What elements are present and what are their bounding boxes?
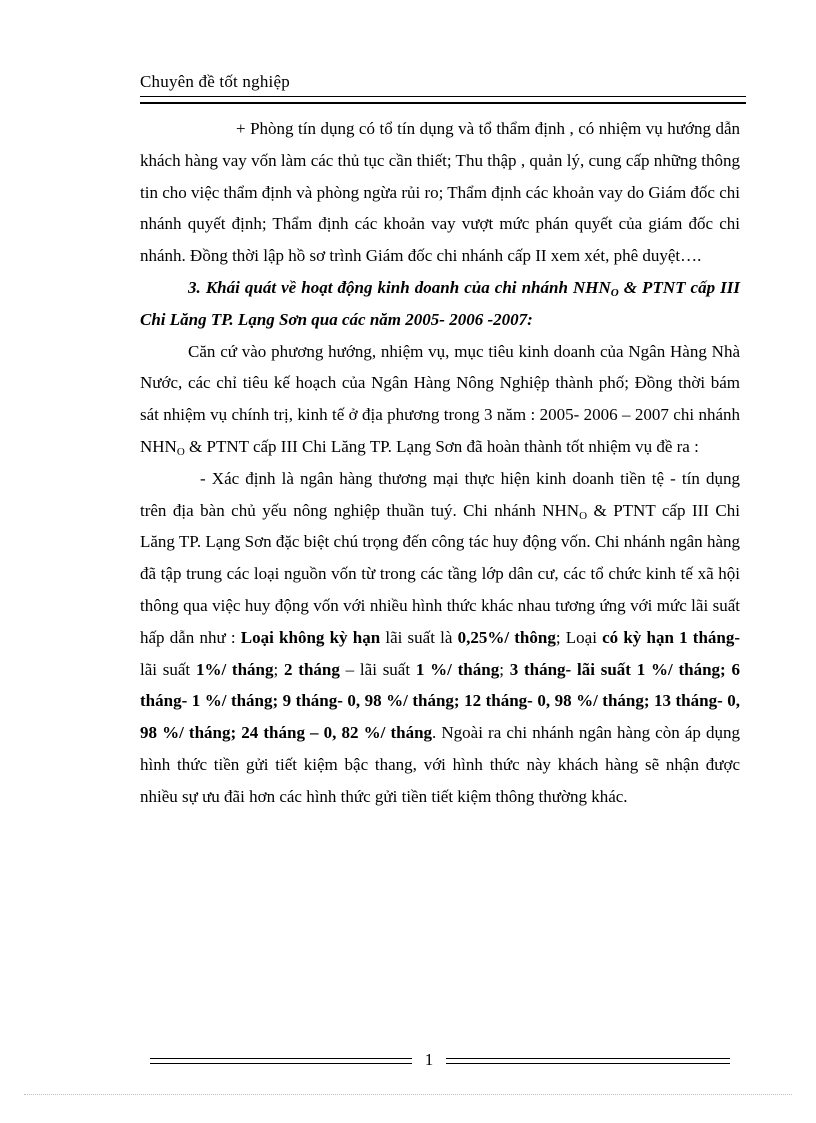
rates-text-8: ; (499, 659, 510, 679)
rates-subscript: O (579, 509, 588, 522)
rates-bold-4: 1%/ tháng (195, 659, 274, 679)
paragraph-overview (140, 336, 740, 463)
footer-rule-left (150, 1058, 412, 1064)
rates-text-7: – lãi suất (339, 659, 416, 679)
rates-text-5: lãi suất (140, 659, 196, 679)
overview-subscript: O (176, 445, 185, 458)
heading-text-2: & PTNT cấp III Chi Lăng TP. Lạng Sơn qua các năm 2005- 2006 -2007: (140, 277, 741, 329)
heading-text-1: 3. Khái quát về hoạt động kinh doanh của chi nhánh NHN (188, 277, 611, 297)
heading-subscript: O (610, 286, 619, 299)
paragraph-loan-department: + Phòng tín dụng có tổ tín dụng và tổ thẩm định , có nhiệm vụ hướng dẫn khách hàng vay vốn làm các thủ tục cần thiết; Thu thập , quản lý, cung cấp những thông tin cho việc thẩm định và phòng ngừa rủi ro; Thẩm định các khoản vay do Giám đốc chi nhánh quyết định; Thẩm định các khoản vay vượt mức phán quyết của giám đốc chi nhánh. Đồng thời lập hồ sơ trình Giám đốc chi nhánh cấp II xem xét, phê duyệt…. (140, 119, 740, 266)
rates-text-3: lãi suất là (380, 627, 458, 647)
header-rule (140, 96, 746, 104)
rates-bold-1: Loại không kỳ hạn (240, 627, 381, 647)
body-text (140, 113, 740, 813)
rates-text-1: - Xác định là ngân hàng thương mại thực hiện kinh doanh tiền tệ - tín dụng trên địa bàn chủ yếu nông nghiệp thuần tuý. Chi nhánh NHN (140, 468, 740, 520)
footer-rule-right (446, 1058, 730, 1064)
paragraph-deposit-rates (140, 463, 740, 813)
section-heading (140, 272, 740, 336)
rates-bold-2: 0,25%/ thông (457, 627, 556, 647)
rates-text-4: ; Loại (555, 627, 603, 647)
page-bottom-divider (24, 1094, 792, 1095)
rates-bold-3: có kỳ hạn 1 tháng- (602, 627, 741, 647)
header-title: Chuyên đề tốt nghiệp (140, 72, 290, 91)
overview-text-2: & PTNT cấp III Chi Lăng TP. Lạng Sơn đã hoàn thành tốt nhiệm vụ đề ra : (184, 436, 699, 456)
rates-bold-5: 2 tháng (284, 659, 340, 679)
rates-bold-6: 1 %/ tháng (415, 659, 500, 679)
rates-text-2: & PTNT cấp III Chi Lăng TP. Lạng Sơn đặc biệt chú trọng đến công tác huy động vốn. Chi nhánh ngân hàng đã tập trung các loại nguồn vốn từ trong các tầng lớp dân cư, các tổ chức kinh tế xã hội thông qua việc huy động vốn với nhiều hình thức khác nhau tương ứng với mức lãi suất hấp dẫn như : (140, 500, 740, 647)
rates-text-6: ; (273, 659, 285, 679)
rates-bold-7: 3 tháng- lãi suất 1 %/ tháng; 6 tháng- 1 %/ tháng; 9 tháng- 0, 98 %/ tháng; 12 tháng- 0, 98 %/ tháng; 13 tháng- 0, 98 %/ tháng; 24 tháng – 0, 82 %/ tháng (140, 659, 740, 743)
overview-text-1: Căn cứ vào phương hướng, nhiệm vụ, mục tiêu kinh doanh của Ngân Hàng Nhà Nước, các chỉ tiêu kế hoạch của Ngân Hàng Nông Nghiệp thành phố; Đồng thời bám sát nhiệm vụ chính trị, kinh tế ở địa phương trong 3 năm : 2005- 2006 – 2007 chi nhánh NHN (140, 341, 740, 456)
rates-text-9: . Ngoài ra chi nhánh ngân hàng còn áp dụng hình thức tiền gửi tiết kiệm bậc thang, với hình thức này khách hàng sẽ nhận được nhiều sự ưu đãi hơn các hình thức gửi tiền tiết kiệm thông thường khác. (140, 723, 740, 806)
page-number: 1 (424, 1050, 434, 1069)
